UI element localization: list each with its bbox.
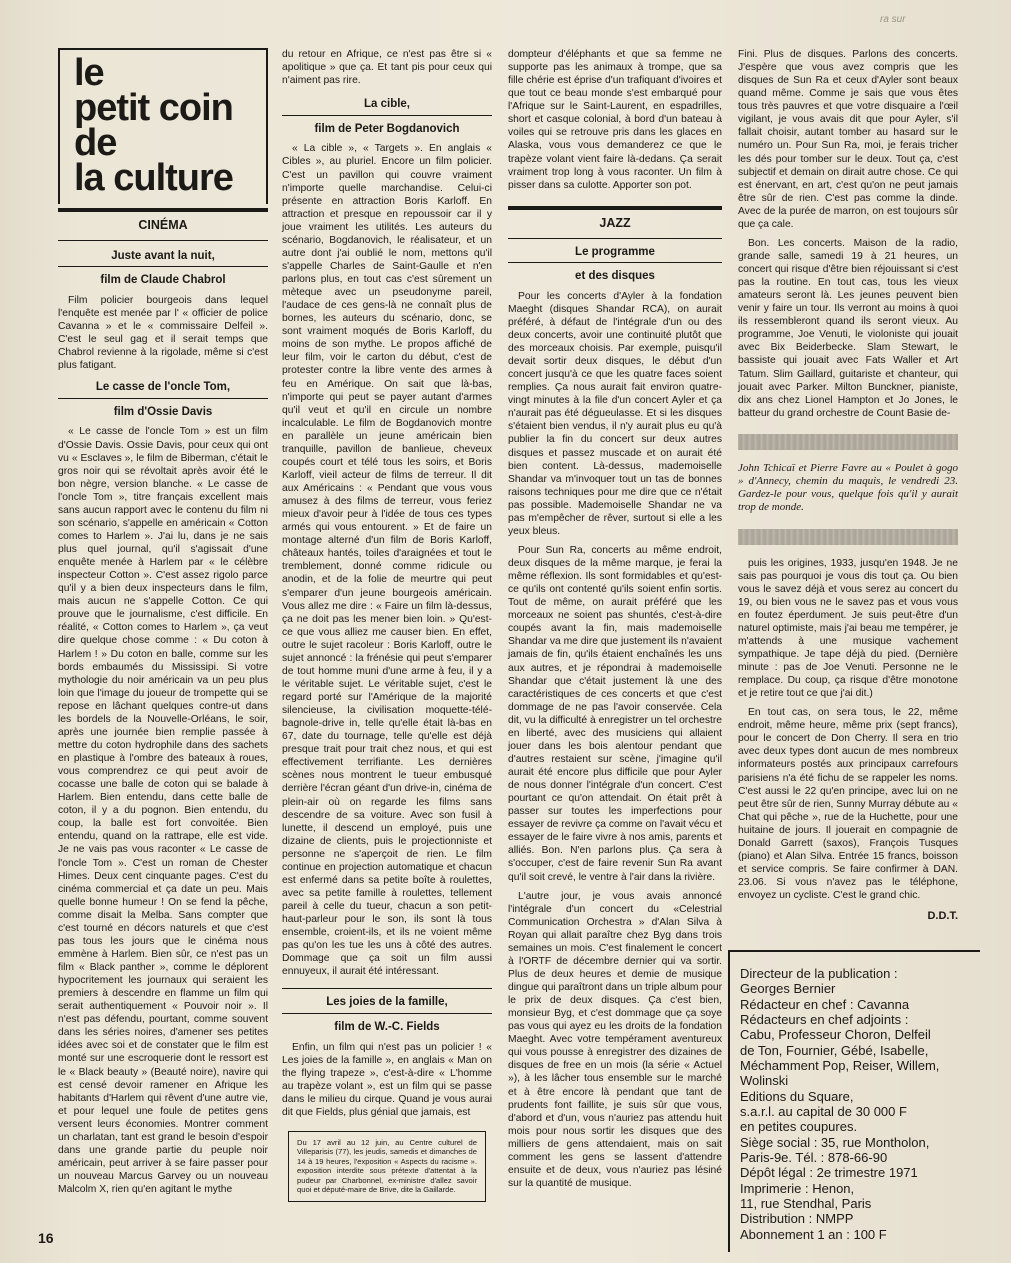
grey-band xyxy=(738,529,958,545)
film-director: film de W.-C. Fields xyxy=(334,1020,440,1033)
film-title: Les joies de la famille, xyxy=(326,996,448,1009)
page-title xyxy=(74,52,258,199)
film-director: film d'Ossie Davis xyxy=(113,405,213,418)
page-number: 16 xyxy=(38,1230,54,1246)
imprint-line: Abonnement 1 an : 100 F xyxy=(740,1226,887,1242)
article-paragraph: Fini. Plus de disques. Parlons des concerts. J'espère que vous avez compris que les disques de Sun Ra et ceux d'Ayler sont beaux quand même. Comme je sais que vous êtes tous très pauvres et que votre disquaire a l'œil vigilant, je vous avais dit que pour Ayler, s'il fallait choisir, autant tomber au hasard sur le numéro un. Pour Sun Ra, moi, je ferais tricher les dés pour tomber sur le deux. Tout ça, c'est subjectif et demain on dirait autre chose. Ce qui est énervant, en art, c'est qu'on ne peut jamais être sûr de rien. C'est pas comme la dinde. Avec de la purée de marron, on est toujours sûr que ça cale. xyxy=(738,49,958,230)
article-paragraph: puis les origines, 1933, jusqu'en 1948. Je ne sais pas pourquoi je vous dis tout ça. Ou bien vous le savez déjà et vous serez au concert du 19, ou bien vous ne le savez pas et vous vous en foutez éperdument. Je suis peut-être d'un naturel optimiste, mais j'ai beau me tempérer, je m'attends à une musique vachement sympathique. Je tape déjà du pied. (Dernière minute : pas de Joe Venuti. Personne ne le remplace. Du coup, ça risque d'être monotone et je retire tout ce que j'ai dit.) xyxy=(738,557,958,700)
section-heading-cinema: CINÉMA xyxy=(138,217,188,232)
film-title: Le casse de l'oncle Tom, xyxy=(95,381,231,394)
imprint-line: Siège social : 35, rue Montholon, xyxy=(740,1134,930,1150)
article-paragraph: « Le casse de l'oncle Tom » est un film d'Ossie Davis. Ossie Davis, pour ceux qui ont vu « Esclaves », le film de Biberman, c'était le gros noir qui se révoltait après avoir été le bon nègre, version blanche. « Le casse de l'oncle Tom », titre français excellent mais sans aucun rapport avec le contenu du film ni son scénario, s'appelle en américain « Cotton comes to Harlem ». J'ai lu, dans je ne sais plus quel journal, qu'il s'agissait d'une enquête menée à Harlem par « le célèbre inspecteur Cotton ». C'est assez rigolo parce qu'il y a bien deux inspecteurs dans le film, mais aucun ne s'appelle Cotton. Ce qui prouve que le journalisme, c'est difficile. En réalité, « Cotton comes to Harlem », ça veut dire quelque chose comme : « Du coton à Harlem ! » Du coton en balle, comme sur les bords embaumés du Mississipi. Si votre mythologie du noir américain va un peu plus loin que l'image du joueur de trompette qui se repose en lâchant quelques contre-ut dans les bordels de la Nouvelle-Orléans, le soir, après une journée bien remplie passée à mettre du coton hydrophile dans des sachets en plastique à l'ombre des bateaux à roues, vous comprendrez ce qui peut avoir de cocasse une balle de coton qui se balade à Harlem. Bien entendu, dans cette balle de coton, il y a du pognon. Bien entendu, du coup, la balle est fort convoitée. Bien entendu, quand on la rattrape, elle est vide. Je ne vais pas vous raconter « Le casse de l'oncle Tom ». C'est un roman de Chester Himes. Deux cent cinquante pages. C'est du cinéma commercial et ça date un peu. Mais quelle bonne humeur ! On se fend la pêche, comme disait la Melba. Sans compter que c'est tourné en décors naturels et que c'est pas tous les jours que le cinéma nous emmène à Harlem. Bien sûr, ce n'est pas un film « Black panther », comme le déplorent hypocritement les journaux qui seraient les premiers à descendre en flamme un film qui serait authentiquement « Pouvoir noir ». Il n'est pas défendu, pourtant, comme souvent dans les séries noires, d'amener ses petites idées avec soi et de constater que le film est monté sur une escroquerie dont le ressort est le « Black beauty » (Beauté noire), navire qui est censé devoir ramener en Afrique les habitants d'Harlem qui rêvent d'une autre vie, et pour lequel une foule de petites gens versent leurs économies. Montrer comment un charlatan, tant est grand le besoin d'espoir dans une grande partie du peuple noir américain, peut arriver à se faire passer pour un nouveau Marcus Garvey ou un nouveau Malcolm X, rien qu'en agitant le mythe xyxy=(58,426,268,1196)
imprint-line: Editions du Square, xyxy=(740,1088,854,1104)
imprint-line: de Ton, Fournier, Gébé, Isabelle, xyxy=(740,1042,929,1058)
article-paragraph: En tout cas, on sera tous, le 22, même endroit, même heure, même prix (sept francs), pour le concert de Don Cherry. Il sera en trio avec deux types dont aucun de mes nombreux informateurs postés aux principaux carrefours parisiens n'a été fichu de se rappeler les noms. C'est aussi le 22 qu'en principe, avec lui on ne peut être sûr de rien, Sunny Murray débute au « Chat qui pêche », rue de la Huchette, pour une huitaine de jours. Il jouerait en compagnie de Donald Garrett (saxos), François Tusques (piano) et Alan Silva. Entrée 15 francs, boisson et service compris. Se faire confirmer à DAN. 23.06. Si vous n'avez pas le téléphone, envoyez un cycliste. C'est le grand chic. xyxy=(738,707,958,902)
jazz-title: Le programme xyxy=(575,245,655,258)
imprint-line: Wolinski xyxy=(740,1073,789,1089)
pencil-note: ra sur xyxy=(880,14,906,25)
divider xyxy=(282,115,492,116)
title-line: le xyxy=(74,52,104,94)
article-paragraph: du retour en Afrique, ce n'est pas être si « apolitique » que ça. Et tant pis pour ceux qui n'aiment pas rire. xyxy=(282,49,492,87)
divider xyxy=(508,206,722,210)
article-paragraph: dompteur d'éléphants et que sa femme ne supporte pas les animaux à trompe, que sa fille chérie est éprise d'un trafiquant d'ivoires et que tout ce beau monde s'est embarqué pour l'Afrique sur le Saint-Laurent, en espadrilles, short et casque colonial, à bord d'un bateau à voiles qui se retrouve pris dans les glaces en Alaska, vous vous demanderez ce que le trapèze volant vient faire là-dedans. Ça serait vraiment trop long à vous raconter. Un film à pisser dans sa culotte. Apporter son pot. xyxy=(508,49,722,191)
article-paragraph: Enfin, un film qui n'est pas un policier ! « Les joies de la famille », en anglais « Man on the flying trapeze », c'est-à-dire « L'homme au trapèze volant », est un film qui se passe dans le milieu du cirque. Quand je vous aurai dit que Fields, plus génial que jamais, est xyxy=(282,1041,492,1118)
author-signature: D.D.T. xyxy=(927,910,958,923)
italic-note: John Tchicaï et Pierre Favre au « Poulet à gogo » d'Annecy, chemin du maquis, le vendredi 23. Gardez-le pour vous, quelque fois qu'il y aurait trop de monde. xyxy=(738,461,958,514)
divider xyxy=(282,1013,492,1014)
divider xyxy=(508,238,722,239)
section-heading-jazz: JAZZ xyxy=(599,215,631,230)
imprint-line: en petites coupures. xyxy=(740,1119,858,1135)
column-4 xyxy=(738,48,958,924)
exhibition-note-box: Du 17 avril au 12 juin, au Centre culturel de Villeparisis (77), les jeudis, samedis et dimanches de 14 à 19 heures, l'exposition « Aspects du racisme ». exposition interdite sous prétexte d'attentat à la pudeur par Charbonnel, ex-ministre d'allez savoir quoi et député-maire de Brive, dite la Gaillarde. xyxy=(288,1131,486,1202)
divider xyxy=(58,398,268,399)
column-3 xyxy=(508,48,722,1196)
divider xyxy=(282,988,492,989)
title-box xyxy=(58,48,268,204)
title-line: petit coin xyxy=(74,86,233,129)
imprint-line: Paris-9e. Tél. : 878-66-90 xyxy=(740,1149,888,1165)
imprint-box xyxy=(728,950,980,1252)
title-line: de xyxy=(74,121,117,164)
imprint-line: s.a.r.l. au capital de 30 000 F xyxy=(740,1103,907,1119)
article-paragraph: Pour Sun Ra, concerts au même endroit, deux disques de la même marque, je ferai la même réflexion. Ils sont formidables et qu'est-ce qu'ils ont contenté qu'ils soient enfin sortis. Tout de même, on aurait préféré que les morceaux ne soient pas shuntés, c'est-à-dire coupés avant la fin, mais mademoiselle Shandar va me dire que justement ils n'avaient jamais de fin, qu'ils étaient enchaînés les uns aux autres, et je répondrai à mademoiselle Shandar que c'était justement là une des caractéristiques de ces concerts et que c'est dommage de ne pas l'avoir conservée. Cela dit, vu la difficulté à enregistrer un tel orchestre en liberté, avec des musiciens qui allaient jouer dans les bois alentour pendant que d'autres restaient sur scène, j'imagine qu'il aurait été encore plus difficile que pour Ayler de nous donner l'intégrale d'un concert. C'est pourtant ce qu'on attendait. On était prêt à passer sur toutes les imperfections pour essayer de revivre ça comme on l'avait vécu et essayer de le faire vivre à nos amis, parents et alliés. Bon. N'en parlons plus. Ça sera à s'occuper, c'est de faire revenir Sun Ra avant qu'il soit crevé, le ventre à l'air dans la rivière. xyxy=(508,544,722,883)
grey-band xyxy=(738,434,958,450)
article-paragraph: Pour les concerts d'Ayler à la fondation Maeght (disques Shandar RCA), on aurait préféré, à défaut de l'intégrale d'un ou des deux concerts, avoir une continuité plutôt que des morceaux choisis. Par exemple, puisqu'il devait sortir deux disques, le début d'un concert jusqu'à ce que les quatre faces soient remplies. Ça nous aurait fait environ quatre-vingt minutes à la file d'un concert Ayler et ça n'aurait pas été dégueulasse. Et si les disques s'étaient bien vendus, il n'y aurait plus eu qu'à publier la fin du concert sur deux autres disques et passez muscade et on aurait été bien content. Là-dessus, mademoiselle Shandar va m'invoquer tout un tas de bonnes raisons techniques pour me dire que ce n'était pas possible. Mademoiselle Shandar ne va pas m'empêcher de rêver, surtout si elle a les yeux bleus. xyxy=(508,290,722,537)
film-director: film de Peter Bogdanovich xyxy=(314,122,460,135)
article-paragraph: Film policier bourgeois dans lequel l'enquête est menée par l' « officier de police Cavanna » et le « commissaire Delfeil ». C'est le seul gag et il serait temps que Chabrol revienne à la rigolade, même si c'est plus fatigant. xyxy=(58,294,268,372)
imprint-line: 11, rue Stendhal, Paris xyxy=(740,1195,872,1211)
film-title: La cible, xyxy=(363,98,411,111)
divider xyxy=(508,262,722,263)
article-paragraph: L'autre jour, je vous avais annoncé l'intégrale d'un concert du «Celestrial Communication Orchestra » d'Alan Silva à Royan qui allait paraître chez Byg dans trois semaines un mois. C'est finalement le concert à l'ORTF de décembre dernier qui va sortir. Plus de deux heures et demie de musique dingue qui paraîtront dans un triple album pour le prix de deux disques. Ça c'est bien, monsieur Byg, et c'est dommage que ça soye pas vous qui ayez eu les droits de la fondation Maeght. Avec votre tempérament aventureux qui vous pousse à enregistrer des dizaines de disques de free en un mois (la série « Actuel »), à les lâcher tous ensemble sur le marché et à être encore là pendant que tant de prudents font faillite, je suis sûr que vous, d'abord et d'un, vous n'auriez pas attendu huit mois pour nous sortir les disques que des milliers de gens attendaient, mais on sait comment les gens se lassent d'attendre ensuite et de deux, vous n'auriez pas lésiné sur la quantité de musique. xyxy=(508,890,722,1189)
imprint-line: Rédacteur en chef : Cavanna xyxy=(740,996,910,1012)
title-line: la culture xyxy=(74,156,233,199)
film-director: film de Claude Chabrol xyxy=(100,274,226,287)
imprint-line: Directeur de la publication : xyxy=(740,966,898,981)
imprint-line: Georges Bernier xyxy=(740,981,836,997)
imprint-line: Distribution : NMPP xyxy=(740,1211,854,1227)
divider xyxy=(58,240,268,241)
article-paragraph: Bon. Les concerts. Maison de la radio, grande salle, samedi 19 à 21 heures, un concert qui risque d'être bien réjouissant si c'est pas la routine. En tout cas, tous les vieux amateurs seront là. Les jeunes peuvent bien venir y faire un tour. Ils verront au moins à quoi ils ressembleront quand ils seront vieux. Au programme, Joe Venuti, le violoniste qui jouait avec Bix Beiderbecke. Slam Stewart, le bassiste qui jouait avec Fats Waller et Art Tatum. Slim Gaillard, guitariste et chanteur, qui jouait avec Parker. Milton Bunckner, pianiste, dix ans chez Lionel Hampton et Jo Jones, le batteur du grand orchestre de Count Basie de- xyxy=(738,237,958,419)
imprint-line: Méchamment Pop, Reiser, Willem, xyxy=(740,1057,940,1073)
divider xyxy=(58,208,268,212)
jazz-subtitle: et des disques xyxy=(575,270,655,283)
imprint-line: Cabu, Professeur Choron, Delfeil xyxy=(740,1027,931,1043)
column-1 xyxy=(58,48,268,1202)
column-2 xyxy=(282,48,492,1202)
imprint-line: Dépôt légal : 2e trimestre 1971 xyxy=(740,1165,918,1181)
article-paragraph: « La cible », « Targets ». En anglais « Cibles », au pluriel. Encore un film policier. C'est un pavillon qui couvre vraiment n'importe quelle marchandise. Celui-ci présente en attraction Boris Karloff. En attraction et presque en repoussoir car il y joue vraiment les utilités. Les auteurs du scénario, Bogdanovich, le réalisateur, et un autre dont j'ai oublié le nom, mettons qu'il s'appelle Charles de Saint-Gaulle et n'en parlons plus, en tout cas c'est sûrement un mèteque avec un pseudonyme pareil, l'audace de ces gens-là ne connaît plus de bornes, les auteurs du scénario, donc, se sont vraiment moqués de Boris Karloff, du moins de son mythe. Le propos affiché de leur film, voir le carton du début, c'est de protester contre la libre vente des armes à feu en Amérique. On sait que là-bas, n'importe qui peut se payer autant d'armes qu'il veut et qu'il en circule un nombre incalculable. Le film de Bogdanovich montre en parallèle un jeune américain bien tranquille, pavillon de banlieue, cheveux coupés court et télé tous les soirs, et Boris Karloff, vieil acteur de films de terreur. Il dit aux Américains : « Pendant que vous vous amusez à des films de terreur, vous feriez mieux d'avoir peur à l'idée de tous ces types armés qui vous entourent. » Et de faire un montage alterné d'un film de Boris Karloff, châteaux hantés, toiles d'araignées et tout le tremblement, donné comme ridicule ou anodin, et de la folie de meurtre qui peut s'emparer d'un jeune bourgeois américain. Vous allez me dire : « Faire un film là-dessus, ça ne doit pas les mener bien loin. » Qu'est-ce que vous alliez me causer bien. En effet, outre le sujet racoleur : Boris Karloff, outre le sujet annoncé : la frénésie qui peut s'emparer de tout homme muni d'une arme à feu, il y a le véritable sujet. Le véritable sujet, c'est le regard porté sur l'Amérique de la majorité silencieuse, la civilisation moquette-télé-bagnole-drive in, telle qu'elle était là-bas en 67, date du tournage, telle qu'elle est déjà presque trait pour trait chez nous, et qui est effectivement terrifiante. Les dernières scènes nous montrent le tueur embusqué derrière l'écran géant d'un drive-in, cinéma de plein-air où on regarde les films sans descendre de sa voiture. Avec son fusil à lunette, il descend un employé, puis une dizaine de clients, puis le projectionniste et personne ne s'aperçoit de rien. Le film continue en projection automatique et chacun est enfermé dans sa petite boîte à roulettes, avec sa petite famille à roulettes, tellement pareil à celle du tueur, chacun a son petit-haut-parleur pour le son, ils sont là tous ensemble, croient-ils, et ils ne voient même pas qu'on les tue les uns à côté des autres. Dommage que ça soit un film aussi ennuyeux, il aurait été intéressant. xyxy=(282,143,492,978)
divider xyxy=(58,266,268,267)
imprint-line: Imprimerie : Henon, xyxy=(740,1180,855,1196)
imprint-line: Rédacteurs en chef adjoints : xyxy=(740,1011,909,1027)
film-title: Juste avant la nuit, xyxy=(111,249,215,262)
